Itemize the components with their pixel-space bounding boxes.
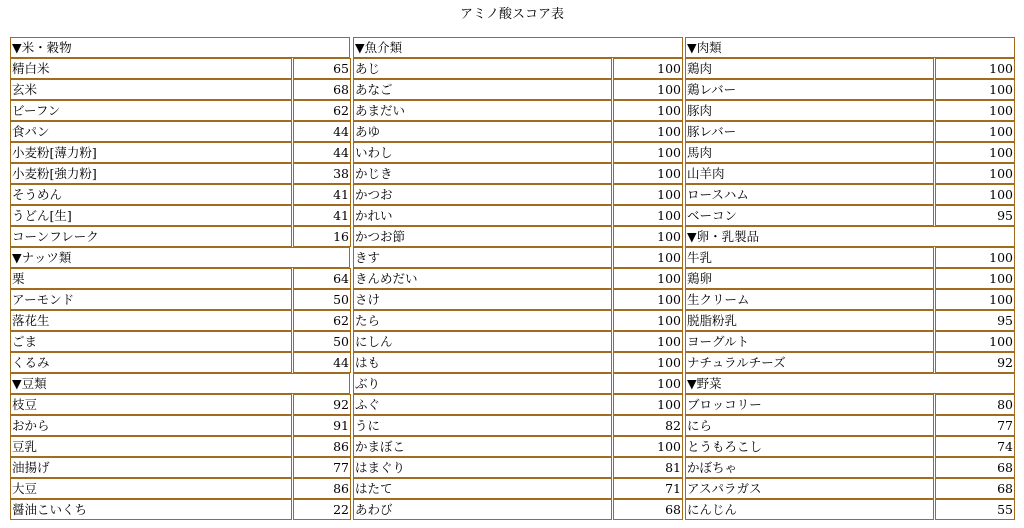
food-name-cell: 醤油こいくち bbox=[10, 499, 292, 520]
category-header: ▼卵・乳製品 bbox=[685, 226, 1015, 247]
food-name-cell: はたて bbox=[353, 478, 612, 499]
food-name-cell: あわび bbox=[353, 499, 612, 520]
table-row bbox=[10, 415, 353, 436]
score-value-cell: 100 bbox=[935, 331, 1015, 352]
table-row bbox=[353, 79, 685, 100]
table-row bbox=[10, 352, 353, 373]
food-name-cell: 脱脂粉乳 bbox=[685, 310, 934, 331]
score-value-cell: 100 bbox=[613, 352, 683, 373]
food-name-cell: はも bbox=[353, 352, 612, 373]
category-header: ▼魚介類 bbox=[353, 37, 683, 58]
food-name-cell: 牛乳 bbox=[685, 247, 934, 268]
table-row bbox=[10, 100, 353, 121]
food-name-cell: 食パン bbox=[10, 121, 292, 142]
score-value-cell: 100 bbox=[613, 289, 683, 310]
food-name-cell: あまだい bbox=[353, 100, 612, 121]
food-name-cell: 玄米 bbox=[10, 79, 292, 100]
table-row bbox=[10, 289, 353, 310]
score-value-cell: 82 bbox=[613, 415, 683, 436]
food-name-cell: 馬肉 bbox=[685, 142, 934, 163]
table-column-meat-dairy-vegetables bbox=[685, 37, 1020, 521]
score-value-cell: 100 bbox=[935, 268, 1015, 289]
food-name-cell: おから bbox=[10, 415, 292, 436]
score-value-cell: 77 bbox=[293, 457, 351, 478]
score-value-cell: 100 bbox=[613, 121, 683, 142]
table-row bbox=[353, 289, 685, 310]
food-name-cell: ナチュラルチーズ bbox=[685, 352, 934, 373]
score-value-cell: 16 bbox=[293, 226, 351, 247]
page-title: アミノ酸スコア表 bbox=[459, 7, 564, 22]
food-name-cell: にんじん bbox=[685, 499, 934, 520]
score-value-cell: 77 bbox=[935, 415, 1015, 436]
food-name-cell: ヨーグルト bbox=[685, 331, 934, 352]
score-value-cell: 100 bbox=[613, 58, 683, 79]
category-header-row bbox=[353, 37, 685, 58]
food-name-cell: かつお bbox=[353, 184, 612, 205]
score-value-cell: 100 bbox=[613, 247, 683, 268]
table-row bbox=[685, 163, 1020, 184]
score-value-cell: 100 bbox=[935, 142, 1015, 163]
table-row bbox=[353, 499, 685, 520]
food-name-cell: ビーフン bbox=[10, 100, 292, 121]
score-value-cell: 50 bbox=[293, 289, 351, 310]
score-value-cell: 71 bbox=[613, 478, 683, 499]
food-name-cell: 油揚げ bbox=[10, 457, 292, 478]
score-value-cell: 91 bbox=[293, 415, 351, 436]
food-name-cell: はまぐり bbox=[353, 457, 612, 478]
food-name-cell: ブロッコリー bbox=[685, 394, 934, 415]
table-row bbox=[10, 436, 353, 457]
table-row bbox=[353, 58, 685, 79]
table-row bbox=[10, 163, 353, 184]
food-name-cell: ロースハム bbox=[685, 184, 934, 205]
table-row bbox=[685, 415, 1020, 436]
score-value-cell: 41 bbox=[293, 205, 351, 226]
score-value-cell: 100 bbox=[935, 100, 1015, 121]
score-value-cell: 100 bbox=[935, 79, 1015, 100]
food-name-cell: 豆乳 bbox=[10, 436, 292, 457]
category-header-row bbox=[685, 37, 1020, 58]
score-value-cell: 65 bbox=[293, 58, 351, 79]
food-name-cell: きす bbox=[353, 247, 612, 268]
score-value-cell: 68 bbox=[613, 499, 683, 520]
table-row bbox=[10, 205, 353, 226]
score-value-cell: 64 bbox=[293, 268, 351, 289]
food-name-cell: アスパラガス bbox=[685, 478, 934, 499]
score-value-cell: 100 bbox=[935, 184, 1015, 205]
food-name-cell: 栗 bbox=[10, 268, 292, 289]
table-row bbox=[353, 268, 685, 289]
table-row bbox=[10, 394, 353, 415]
table-column-grains-nuts-beans bbox=[10, 37, 353, 521]
score-value-cell: 100 bbox=[613, 226, 683, 247]
score-value-cell: 100 bbox=[613, 268, 683, 289]
table-row bbox=[353, 373, 685, 394]
table-row bbox=[10, 310, 353, 331]
score-value-cell: 86 bbox=[293, 478, 351, 499]
score-value-cell: 44 bbox=[293, 142, 351, 163]
food-name-cell: さけ bbox=[353, 289, 612, 310]
food-name-cell: あじ bbox=[353, 58, 612, 79]
table-row bbox=[10, 331, 353, 352]
score-value-cell: 100 bbox=[613, 79, 683, 100]
table-row bbox=[685, 184, 1020, 205]
score-value-cell: 95 bbox=[935, 310, 1015, 331]
table-row bbox=[685, 394, 1020, 415]
score-value-cell: 68 bbox=[935, 457, 1015, 478]
score-value-cell: 55 bbox=[935, 499, 1015, 520]
score-value-cell: 100 bbox=[935, 58, 1015, 79]
score-value-cell: 38 bbox=[293, 163, 351, 184]
table-row bbox=[353, 310, 685, 331]
score-value-cell: 44 bbox=[293, 121, 351, 142]
score-value-cell: 50 bbox=[293, 331, 351, 352]
score-value-cell: 41 bbox=[293, 184, 351, 205]
food-name-cell: 山羊肉 bbox=[685, 163, 934, 184]
food-name-cell: 枝豆 bbox=[10, 394, 292, 415]
table-row bbox=[685, 247, 1020, 268]
table-column-seafood bbox=[353, 37, 685, 521]
food-name-cell: かまぼこ bbox=[353, 436, 612, 457]
score-value-cell: 100 bbox=[935, 247, 1015, 268]
table-row bbox=[353, 352, 685, 373]
table-row bbox=[353, 457, 685, 478]
table-row bbox=[10, 58, 353, 79]
food-name-cell: たら bbox=[353, 310, 612, 331]
table-row bbox=[685, 100, 1020, 121]
food-name-cell: 鶏肉 bbox=[685, 58, 934, 79]
score-value-cell: 100 bbox=[935, 163, 1015, 184]
table-row bbox=[10, 79, 353, 100]
table-row bbox=[685, 79, 1020, 100]
food-name-cell: 鶏レバー bbox=[685, 79, 934, 100]
food-name-cell: かれい bbox=[353, 205, 612, 226]
amino-acid-score-table bbox=[10, 37, 1020, 521]
table-row bbox=[10, 142, 353, 163]
food-name-cell: きんめだい bbox=[353, 268, 612, 289]
score-value-cell: 92 bbox=[935, 352, 1015, 373]
table-row bbox=[685, 457, 1020, 478]
category-header-row bbox=[10, 37, 353, 58]
score-value-cell: 100 bbox=[613, 373, 683, 394]
table-row bbox=[353, 478, 685, 499]
table-row bbox=[353, 121, 685, 142]
food-name-cell: 小麦粉[強力粉] bbox=[10, 163, 292, 184]
food-name-cell: あゆ bbox=[353, 121, 612, 142]
table-row bbox=[353, 415, 685, 436]
table-row bbox=[10, 226, 353, 247]
score-value-cell: 44 bbox=[293, 352, 351, 373]
food-name-cell: そうめん bbox=[10, 184, 292, 205]
food-name-cell: くるみ bbox=[10, 352, 292, 373]
score-value-cell: 100 bbox=[613, 163, 683, 184]
table-row bbox=[353, 331, 685, 352]
category-header-row bbox=[685, 226, 1020, 247]
food-name-cell: とうもろこし bbox=[685, 436, 934, 457]
score-value-cell: 81 bbox=[613, 457, 683, 478]
score-value-cell: 100 bbox=[613, 436, 683, 457]
food-name-cell: ごま bbox=[10, 331, 292, 352]
table-row bbox=[685, 289, 1020, 310]
score-value-cell: 100 bbox=[613, 184, 683, 205]
table-row bbox=[685, 478, 1020, 499]
food-name-cell: コーンフレーク bbox=[10, 226, 292, 247]
category-header-row bbox=[685, 373, 1020, 394]
table-row bbox=[10, 478, 353, 499]
table-row bbox=[685, 331, 1020, 352]
food-name-cell: 小麦粉[薄力粉] bbox=[10, 142, 292, 163]
score-value-cell: 62 bbox=[293, 310, 351, 331]
score-value-cell: 74 bbox=[935, 436, 1015, 457]
food-name-cell: あなご bbox=[353, 79, 612, 100]
table-row bbox=[685, 58, 1020, 79]
food-name-cell: 大豆 bbox=[10, 478, 292, 499]
score-value-cell: 100 bbox=[613, 100, 683, 121]
category-header: ▼米・穀物 bbox=[10, 37, 350, 58]
food-name-cell: かじき bbox=[353, 163, 612, 184]
food-name-cell: うに bbox=[353, 415, 612, 436]
score-value-cell: 62 bbox=[293, 100, 351, 121]
category-header: ▼ナッツ類 bbox=[10, 247, 350, 268]
table-row bbox=[685, 121, 1020, 142]
table-row bbox=[10, 268, 353, 289]
food-name-cell: 豚レバー bbox=[685, 121, 934, 142]
table-row bbox=[353, 436, 685, 457]
score-value-cell: 100 bbox=[613, 142, 683, 163]
category-header: ▼肉類 bbox=[685, 37, 1015, 58]
category-header: ▼豆類 bbox=[10, 373, 350, 394]
food-name-cell: 鶏卵 bbox=[685, 268, 934, 289]
score-value-cell: 100 bbox=[935, 121, 1015, 142]
score-value-cell: 100 bbox=[613, 310, 683, 331]
score-value-cell: 68 bbox=[293, 79, 351, 100]
score-value-cell: 100 bbox=[613, 394, 683, 415]
category-header-row bbox=[10, 247, 353, 268]
food-name-cell: ベーコン bbox=[685, 205, 934, 226]
food-name-cell: かぼちゃ bbox=[685, 457, 934, 478]
food-name-cell: かつお節 bbox=[353, 226, 612, 247]
table-row bbox=[10, 121, 353, 142]
food-name-cell: にしん bbox=[353, 331, 612, 352]
score-value-cell: 100 bbox=[935, 289, 1015, 310]
food-name-cell: ふぐ bbox=[353, 394, 612, 415]
table-row bbox=[10, 499, 353, 520]
table-row bbox=[10, 457, 353, 478]
score-value-cell: 100 bbox=[613, 205, 683, 226]
food-name-cell: うどん[生] bbox=[10, 205, 292, 226]
category-header-row bbox=[10, 373, 353, 394]
food-name-cell: ぶり bbox=[353, 373, 612, 394]
table-row bbox=[353, 226, 685, 247]
score-value-cell: 92 bbox=[293, 394, 351, 415]
table-row bbox=[353, 394, 685, 415]
food-name-cell: 精白米 bbox=[10, 58, 292, 79]
food-name-cell: 豚肉 bbox=[685, 100, 934, 121]
table-row bbox=[10, 184, 353, 205]
food-name-cell: アーモンド bbox=[10, 289, 292, 310]
score-value-cell: 22 bbox=[293, 499, 351, 520]
table-row bbox=[685, 205, 1020, 226]
score-value-cell: 100 bbox=[613, 331, 683, 352]
table-row bbox=[685, 268, 1020, 289]
table-row bbox=[685, 142, 1020, 163]
food-name-cell: 生クリーム bbox=[685, 289, 934, 310]
table-row bbox=[685, 310, 1020, 331]
food-name-cell: いわし bbox=[353, 142, 612, 163]
score-value-cell: 68 bbox=[935, 478, 1015, 499]
table-row bbox=[685, 499, 1020, 520]
table-row bbox=[353, 205, 685, 226]
food-name-cell: にら bbox=[685, 415, 934, 436]
category-header: ▼野菜 bbox=[685, 373, 1015, 394]
table-row bbox=[685, 436, 1020, 457]
table-row bbox=[353, 142, 685, 163]
table-row bbox=[353, 163, 685, 184]
score-value-cell: 95 bbox=[935, 205, 1015, 226]
food-name-cell: 落花生 bbox=[10, 310, 292, 331]
table-row bbox=[353, 100, 685, 121]
score-value-cell: 86 bbox=[293, 436, 351, 457]
table-row bbox=[685, 352, 1020, 373]
table-row bbox=[353, 247, 685, 268]
score-value-cell: 80 bbox=[935, 394, 1015, 415]
table-row bbox=[353, 184, 685, 205]
